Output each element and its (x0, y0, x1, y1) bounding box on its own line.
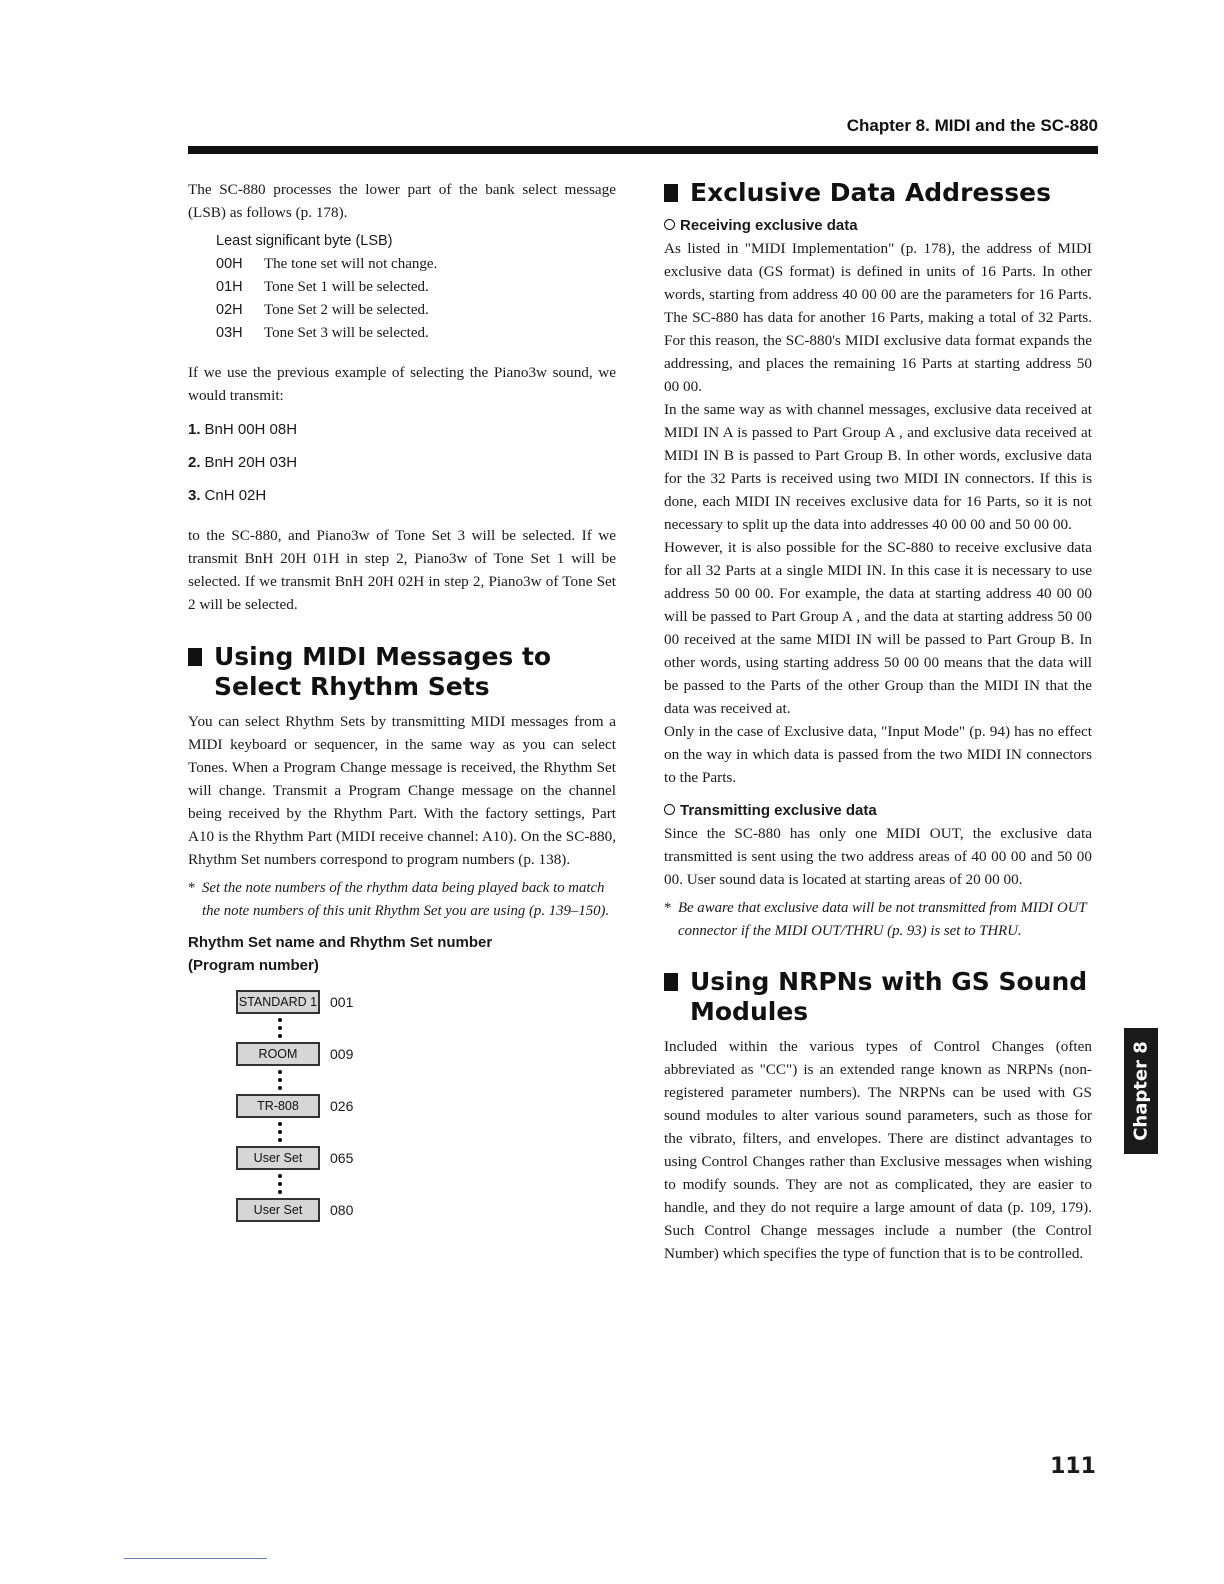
asterisk-icon: * (188, 880, 196, 896)
subheading-transmitting (664, 799, 1092, 822)
right-column (664, 178, 1092, 1265)
rhythm-set-heading-sub: (Program number) (188, 957, 319, 974)
rhythm-set-item (236, 1197, 616, 1223)
lsb-desc: Tone Set 2 will be selected. (264, 302, 429, 318)
step-item (188, 413, 616, 446)
section-heading-text: Using NRPNs with GS Sound Modules (690, 967, 1088, 1026)
lsb-desc: Tone Set 1 will be selected. (264, 279, 429, 295)
rhythm-set-display: ROOM (236, 1042, 320, 1066)
rhythm-paragraph: You can select Rhythm Sets by transmitting MIDI messages from a MIDI keyboard or sequencer, in the same way as you can select Tones. When a Program Change message is received, the Rhythm Set will change. Transmit a Program Change message on the channel being received by the Rhythm Part. With the factory settings, Part A10 is the Rhythm Part (MIDI receive channel: A10). On the SC-880, Rhythm Set numbers correspond to program numbers (p. 138). (188, 713, 616, 868)
chapter-tab-label: Chapter 8 (1130, 1041, 1152, 1141)
vertical-ellipsis-icon (236, 1067, 324, 1093)
paragraph-transmit: Since the SC-880 has only one MIDI OUT, the exclusive data transmitted is sent using the two address areas of 40 00 00 and 50 00 00. User sound data is located at starting areas of 20 00 00. (664, 825, 1092, 888)
subheading-text: Transmitting exclusive data (680, 802, 877, 819)
rhythm-set-heading: Rhythm Set name and Rhythm Set number (188, 934, 493, 951)
step-item (188, 446, 616, 479)
lsb-code: 02H (216, 302, 243, 318)
paragraph-address: As listed in "MIDI Implementation" (p. 178), the address of MIDI exclusive data (GS format) is defined in units of 16 Parts. In other words, starting from address 40 00 00 are the parameters for 16 Parts. The SC-880 has data for another 16 Parts, making a total of 32 Parts. For this reason, the SC-880's MIDI exclusive data format expands the addressing, and places the remaining 16 Parts at starting address 50 00 00. (664, 240, 1092, 395)
lsb-row (216, 253, 616, 276)
vertical-ellipsis-icon (236, 1015, 324, 1041)
rhythm-set-number: 065 (330, 1150, 354, 1166)
step-list (188, 413, 616, 512)
rhythm-set-display: User Set (236, 1198, 320, 1222)
intro-paragraph: The SC-880 processes the lower part of the bank select message (LSB) as follows (p. 178). (188, 181, 616, 221)
vertical-ellipsis-icon (236, 1119, 324, 1145)
rhythm-set-number: 001 (330, 994, 354, 1010)
step-item (188, 479, 616, 512)
footer-line (124, 1558, 267, 1559)
example-paragraph: If we use the previous example of selecting the Piano3w sound, we would transmit: (188, 364, 616, 404)
lsb-row (216, 299, 616, 322)
note-text: Be aware that exclusive data will be not transmitted from MIDI OUT connector if the MIDI OUT/THRU (p. 93) is set to THRU. (678, 900, 1087, 939)
circle-bullet-icon (664, 804, 675, 815)
lsb-code: 00H (216, 256, 243, 272)
rhythm-set-item (236, 1041, 616, 1067)
section-heading-rhythm (188, 642, 616, 702)
rhythm-set-display: STANDARD 1 (236, 990, 320, 1014)
circle-bullet-icon (664, 219, 675, 230)
lsb-table (188, 253, 616, 345)
header-rule (188, 146, 1098, 154)
lsb-row (216, 322, 616, 345)
subheading-text: Receiving exclusive data (680, 217, 858, 234)
lsb-desc: Tone Set 3 will be selected. (264, 325, 429, 341)
page-number: 111 (1050, 1454, 1096, 1479)
note-text: Set the note numbers of the rhythm data being played back to match the note numbers of this unit Rhythm Set you are using (p. 139–150). (202, 880, 610, 919)
paragraph-single-in: However, it is also possible for the SC-880 to receive exclusive data for all 32 Parts at a single MIDI IN. In this case it is necessary to use address 50 00 00. For example, the data at starting address 40 00 00 will be passed to Part Group A , and the data at starting address 50 00 00 received at the same MIDI IN will be passed to Part Group B. In other words, using starting address 50 00 00 means that the data will be passed to the Parts of the other Group than the MIDI IN that the data was received at. (664, 539, 1092, 717)
step-number: 3. (188, 487, 201, 504)
asterisk-icon: * (664, 900, 672, 916)
result-paragraph: to the SC-880, and Piano3w of Tone Set 3 will be selected. If we transmit BnH 20H 01H in step 2, Piano3w of Tone Set 1 will be selected. If we transmit BnH 20H 02H in step 2, Piano3w of Tone Set 2 will be selected. (188, 527, 616, 613)
paragraph-input-mode: Only in the case of Exclusive data, "Input Mode" (p. 94) has no effect on the way in which data is passed from the two MIDI IN connectors to the Parts. (664, 723, 1092, 786)
note (664, 897, 1092, 943)
lsb-title: Least significant byte (LSB) (216, 233, 393, 249)
rhythm-set-number: 026 (330, 1098, 354, 1114)
lsb-row (216, 276, 616, 299)
rhythm-set-display: User Set (236, 1146, 320, 1170)
chapter-title: Chapter 8. MIDI and the SC-880 (846, 116, 1098, 135)
step-text: BnH 20H 03H (204, 454, 298, 471)
note (188, 877, 616, 923)
section-heading-text: Using MIDI Messages to Select Rhythm Sets (214, 642, 552, 701)
step-number: 2. (188, 454, 201, 471)
lsb-code: 03H (216, 325, 243, 341)
rhythm-set-item (236, 1093, 616, 1119)
subheading-receiving (664, 214, 1092, 237)
paragraph-channel: In the same way as with channel messages, exclusive data received at MIDI IN A is passed to Part Group A , and exclusive data received at MIDI IN B is passed to Part Group B. In other words, exclusive data for the 32 Parts is received using two MIDI IN connectors. If this is done, each MIDI IN receives exclusive data for 16 Parts, so it is not necessary to split up the data into addresses 40 00 00 and 50 00 00. (664, 401, 1092, 533)
square-bullet-icon (188, 648, 202, 666)
section-heading-nrpn (664, 967, 1092, 1027)
lsb-desc: The tone set will not change. (264, 256, 438, 272)
rhythm-set-number: 009 (330, 1046, 354, 1062)
rhythm-set-list (236, 989, 616, 1223)
rhythm-set-item (236, 1145, 616, 1171)
vertical-ellipsis-icon (236, 1171, 324, 1197)
paragraph-nrpn: Included within the various types of Control Changes (often abbreviated as "CC") is an extended range known as NRPNs (non-registered parameter numbers). The NRPNs can be used with GS sound modules to alter various sound parameters, such as those for the vibrato, filters, and envelopes. There are distinct advantages to using Control Changes rather than Exclusive messages when wishing to modify sounds. They are not as complicated, they are easier to handle, and they do not require a large amount of data (p. 109, 179). Such Control Change messages include a number (the Control Number) which specifies the type of function that is to be controlled. (664, 1038, 1092, 1262)
rhythm-set-number: 080 (330, 1202, 354, 1218)
section-heading-text: Exclusive Data Addresses (690, 178, 1051, 207)
step-text: BnH 00H 08H (204, 421, 298, 438)
section-heading-exclusive (664, 178, 1092, 208)
left-column (188, 178, 616, 1223)
chapter-tab (1124, 1028, 1158, 1154)
lsb-code: 01H (216, 279, 243, 295)
square-bullet-icon (664, 973, 678, 991)
rhythm-set-item (236, 989, 616, 1015)
square-bullet-icon (664, 184, 678, 202)
rhythm-set-display: TR-808 (236, 1094, 320, 1118)
step-number: 1. (188, 421, 201, 438)
step-text: CnH 02H (204, 487, 267, 504)
